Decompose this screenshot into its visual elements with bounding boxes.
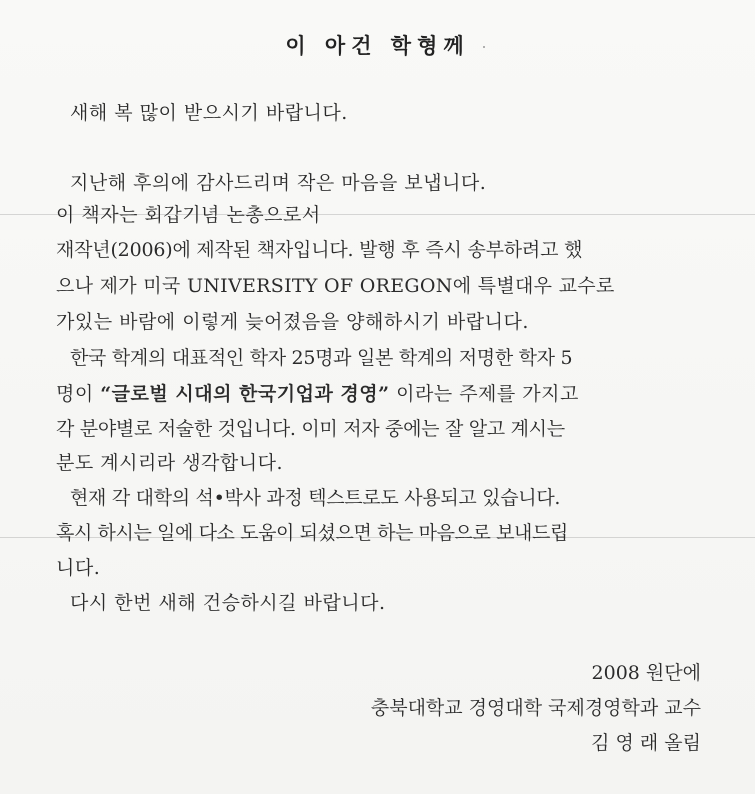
- paragraph1-line1: 지난해 후의에 감사드리며 작은 마음을 보냅니다.: [70, 172, 487, 194]
- sender-affiliation: 충북대학교 경영대학 국제경영학과 교수: [370, 697, 701, 719]
- paragraph2-line2-end: 이라는 주제를 가지고: [389, 383, 579, 405]
- paragraph2-line4: 분도 계시리라 생각합니다.: [56, 452, 284, 474]
- paragraph2-line2: [56, 383, 579, 405]
- letter-title: 이 아건 학형께: [285, 33, 470, 58]
- paragraph3-line1: 현재 각 대학의 석•박사 과정 텍스트로도 사용되고 있습니다.: [70, 487, 561, 509]
- book-title-emphasis: “글로벌 시대의 한국기업과 경영”: [100, 383, 390, 405]
- paragraph2-line3: 각 분야별로 저술한 것입니다. 이미 저자 중에는 잘 알고 계시는: [56, 418, 565, 440]
- greeting: 새해 복 많이 받으시기 바랍니다.: [70, 102, 348, 124]
- paragraph1-line3: 재작년(2006)에 제작된 책자입니다. 발행 후 즉시 송부하려고 했: [56, 239, 583, 261]
- paragraph2-line2-start: 명이: [56, 383, 101, 405]
- paragraph3-line2: 혹시 하시는 일에 다소 도움이 되셨으면 하는 마음으로 보내드립: [56, 522, 568, 544]
- paragraph1-line2: 이 책자는 회갑기념 논총으로서: [56, 204, 321, 226]
- letter-date: 2008 원단에: [591, 662, 701, 684]
- paragraph3-line3: 니다.: [56, 557, 101, 579]
- sender-signature: 김 영 래 올림: [591, 732, 701, 754]
- paragraph2-line1: 한국 학계의 대표적인 학자 25명과 일본 학계의 저명한 학자 5: [70, 347, 573, 369]
- paragraph1-line4: 으나 제가 미국 UNIVERSITY OF OREGON에 특별대우 교수로: [56, 275, 615, 297]
- ink-speck: [483, 46, 485, 48]
- paragraph1-line5: 가있는 바람에 이렇게 늦어졌음을 양해하시기 바랍니다.: [56, 311, 529, 333]
- closing-line: 다시 한번 새해 건승하시길 바랍니다.: [70, 592, 386, 614]
